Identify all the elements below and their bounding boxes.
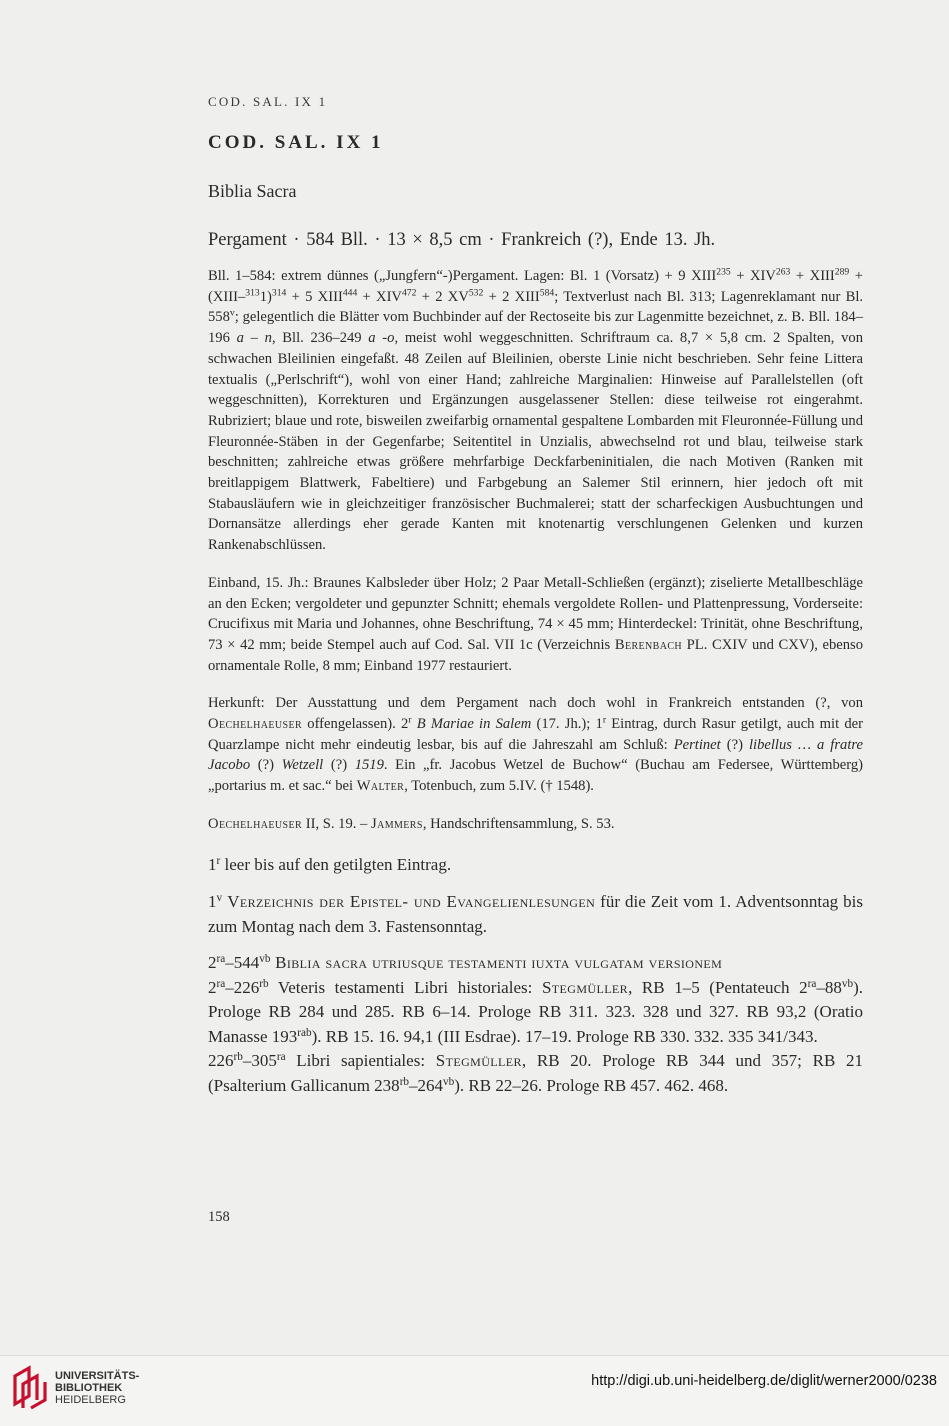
permalink-url[interactable]: http://digi.ub.uni-heidelberg.de/diglit/werner2000/0238 — [591, 1373, 937, 1389]
content-entry: $2^{ra}-226^{rb}$ Veteris testamenti Libri historiales: Stegmüller, RB 1–5 (Pentateuch $2^{ra}-88^{vb}$). Prologe RB 284 und 285. RB 6–14. Prologe RB 311. 323. 328 und 327. RB 93,2 (Oratio Manasse $193^{rab}$). RB 15. 16. 94,1 (III Esdrae). 17–19. Prologe RB 330. 332. 335 341/343. — [208, 977, 864, 1046]
shelfmark-heading: COD. SAL. IX 1 — [208, 132, 384, 153]
content-entry: 1$^r$ leer bis auf den getilgten Eintrag. — [208, 854, 452, 874]
library-name: UNIVERSITÄTS- BIBLIOTHEK HEIDELBERG — [55, 1370, 140, 1406]
manuscript-summary: Pergament · 584 Bll. · 13 × 8,5 cm · Frankreich (?), Ende 13. Jh. — [208, 230, 716, 250]
content-entry: $2^{ra}-544^{vb}$ Biblia sacra utriusque testamenti iuxta vulgatam versionem — [208, 952, 723, 973]
literature-paragraph: Oechelhaeuser II, S. 19. – Jammers, Handschriftensammlung, S. 53. — [208, 815, 615, 832]
digitization-footer — [0, 1355, 949, 1426]
manuscript-title: Biblia Sacra — [208, 181, 297, 201]
library-logo-icon — [9, 1364, 51, 1410]
catalog-entry — [208, 128, 863, 1098]
running-head: COD. SAL. IX 1 — [208, 94, 328, 109]
page-number: 158 — [208, 1209, 230, 1225]
binding-paragraph: Einband, 15. Jh.: Braunes Kalbsleder über Holz; 2 Paar Metall-Schließen (ergänzt); ziselierte Metallbeschläge an den Ecken; vergoldeter und gepunzter Schnitt; ehemals vergoldete Rollen- und Plattenpressung, Vorderseite: Crucifixus mit Maria und Johannes, ohne Beschriftung, 74 × 45 mm; Hinterdeckel: Trinität, ohne Beschriftung, 73 × 42 mm; beide Stempel auch auf Cod. Sal. VII 1c (Verzeichnis Berenbach PL. CXIV und CXV), ebenso ornamentale Rolle, 8 mm; Einband 1977 restauriert. — [208, 574, 863, 674]
codicology-paragraph: Bll. 1–584: extrem dünnes („Jungfern“-)Pergament. Lagen: Bl. 1 (Vorsatz) + 9 $XIII^{235} + XIV^{263}$ + $XIII^{289}$ + (XIII–$^{313}$1)$^{314}$ + 5 $XIII^{444} + XIV^{472} + 2$ $XV^{532} + 2$ XIII$^{584}$; Textverlust nach Bl. 313; Lagenreklamant nur Bl. 558$^v$; gelegentlich die Blätter vom Buchbinder auf der Rectoseite bis zur Lagenmitte bezeichnet, z. B. Bll. 184–196 a – n, Bll. 236–249 a -o, meist wohl weggeschnitten. Schriftraum ca. 8,7 × 5,8 cm. 2 Spalten, von schwachen Bleilinien eingefaßt. 48 Zeilen auf Bleilinien, oberste Linie nicht beschrieben. Sehr feine Littera textualis („Perlschrift“), wohl von einer Hand; zahlreiche Marginalien: Hinweise auf Parallelstellen (oft weggeschnitten), Korrekturen und Ergänzungen ausgelassener Stellen: diese teilweise rot eingerahmt. Rubriziert; blaue und rote, bisweilen zweifarbig ornamental gespaltene Lombarden mit Fleuronnée-Füllung und Fleuronnée-Stäben in der Gegenfarbe; Seitentitel in Unzialis, abwechselnd rot und blau, teilweise stark beschnitten; zahlreiche etwas größere mehrfarbige Deckfarbeninitialen, die nach Motiven (Ranken mit breitlappigem Blattwerk, Fabeltiere) und Farbgebung an Salemer Stil erinnern, hier jedoch oft mit Stabausläufern wie in gleichzeitiger französischer Buchmalerei; statt der scharfeckigen Ausbuchtungen und Dornansätze allerdings eher gerade Kanten mit knotenartig verschlungenen Gelenken und kurzen Rankenabschlüssen. — [208, 266, 864, 554]
content-entry: 1$^v$ Verzeichnis der Epistel- und Evangelienlesungen für die Zeit vom 1. Adventsonntag bis zum Montag nach dem 3. Fastensonntag. — [208, 891, 863, 936]
content-entry: $226^{rb}-305^{ra}$ Libri sapientiales: Stegmüller, RB 20. Prologe RB 344 und 357; RB 21 (Psalterium Gallicanum $238^{rb}-264^{vb}$). RB 22–26. Prologe RB 457. 462. 468. — [208, 1050, 863, 1095]
provenance-paragraph: Herkunft: Der Ausstattung und dem Pergament nach doch wohl in Frankreich entstanden (?, von Oechelhaeuser offengelassen). 2$^r$ B Mariae in Salem (17. Jh.); 1$^r$ Eintrag, durch Rasur getilgt, auch mit der Quarzlampe nicht mehr eindeutig lesbar, bis auf die Jahreszahl am Schluß: Pertinet (?) libellus … a fratre Jacobo (?) Wetzell (?) 1519. Ein „fr. Jacobus Wetzel de Buchow“ (Buchau am Federsee, Württemberg) „portarius m. et sac.“ bei Walter, Totenbuch, zum 5.IV. († 1548). — [208, 695, 864, 795]
